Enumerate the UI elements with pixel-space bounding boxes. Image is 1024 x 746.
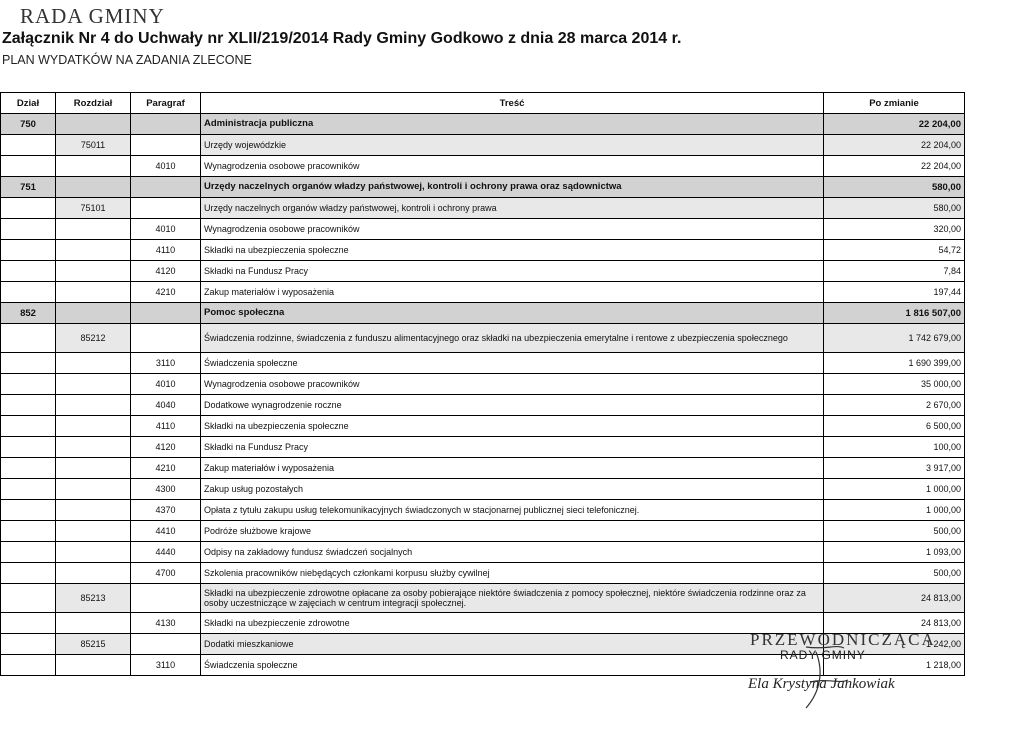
cell-dzial: 751 (1, 177, 56, 198)
cell-paragraf: 4700 (131, 563, 201, 584)
cell-dzial (1, 198, 56, 219)
cell-rozdzial (56, 416, 131, 437)
cell-paragraf: 4010 (131, 156, 201, 177)
cell-tresc: Administracja publiczna (201, 114, 824, 135)
cell-paragraf: 4130 (131, 613, 201, 634)
table-row (1, 303, 965, 324)
cell-tresc: Zakup materiałów i wyposażenia (201, 458, 824, 479)
cell-rozdzial (56, 563, 131, 584)
col-header-paragraf: Paragraf (131, 93, 201, 114)
cell-rozdzial (56, 479, 131, 500)
cell-rozdzial (56, 219, 131, 240)
table-row (1, 479, 965, 500)
cell-tresc: Pomoc społeczna (201, 303, 824, 324)
table-row (1, 114, 965, 135)
table-row (1, 282, 965, 303)
cell-tresc: Urzędy wojewódzkie (201, 135, 824, 156)
cell-kwota: 580,00 (824, 198, 965, 219)
table-row (1, 240, 965, 261)
cell-rozdzial (56, 655, 131, 676)
cell-paragraf (131, 584, 201, 613)
cell-dzial (1, 655, 56, 676)
cell-paragraf: 3110 (131, 655, 201, 676)
cell-rozdzial (56, 240, 131, 261)
cell-tresc: Składki na ubezpieczenie zdrowotne opłacane za osoby pobierające niektóre świadczenia z pomocy społecznej, niektóre świadczenia rodzinne oraz za osoby uczestniczące w zajęciach w centrum integracji społecznej. (201, 584, 824, 613)
cell-paragraf: 4410 (131, 521, 201, 542)
cell-rozdzial: 85212 (56, 324, 131, 353)
cell-tresc: Dodatkowe wynagrodzenie roczne (201, 395, 824, 416)
cell-kwota: 24 813,00 (824, 584, 965, 613)
table-row (1, 437, 965, 458)
cell-paragraf: 4210 (131, 282, 201, 303)
cell-kwota: 54,72 (824, 240, 965, 261)
cell-kwota: 580,00 (824, 177, 965, 198)
cell-paragraf: 3110 (131, 353, 201, 374)
cell-tresc: Urzędy naczelnych organów władzy państwowej, kontroli i ochrony prawa oraz sądownictwa (201, 177, 824, 198)
cell-rozdzial (56, 177, 131, 198)
cell-rozdzial (56, 437, 131, 458)
table-body (1, 114, 965, 676)
cell-paragraf: 4370 (131, 500, 201, 521)
cell-tresc: Dodatki mieszkaniowe (201, 634, 824, 655)
cell-paragraf: 4440 (131, 542, 201, 563)
cell-kwota: 3 917,00 (824, 458, 965, 479)
table-row (1, 458, 965, 479)
table-row (1, 135, 965, 156)
cell-dzial: 750 (1, 114, 56, 135)
cell-dzial (1, 584, 56, 613)
cell-kwota: 35 000,00 (824, 374, 965, 395)
cell-rozdzial: 75011 (56, 135, 131, 156)
cell-kwota: 500,00 (824, 563, 965, 584)
signature-subtitle: RADY GMINY (780, 648, 866, 662)
cell-tresc: Wynagrodzenia osobowe pracowników (201, 156, 824, 177)
signature-name: Ela Krystyna Jankowiak (748, 676, 895, 692)
cell-rozdzial (56, 353, 131, 374)
col-header-dzial: Dział (1, 93, 56, 114)
cell-dzial (1, 135, 56, 156)
cell-tresc: Składki na Fundusz Pracy (201, 261, 824, 282)
cell-dzial (1, 563, 56, 584)
cell-dzial (1, 437, 56, 458)
table-row (1, 177, 965, 198)
cell-tresc: Szkolenia pracowników niebędących członkami korpusu służby cywilnej (201, 563, 824, 584)
cell-paragraf: 4040 (131, 395, 201, 416)
cell-rozdzial: 85213 (56, 584, 131, 613)
cell-dzial (1, 219, 56, 240)
cell-kwota: 1 000,00 (824, 479, 965, 500)
page-subtitle: PLAN WYDATKÓW NA ZADANIA ZLECONE (2, 53, 252, 67)
cell-dzial (1, 613, 56, 634)
table-row (1, 324, 965, 353)
cell-tresc: Świadczenia rodzinne, świadczenia z funduszu alimentacyjnego oraz składki na ubezpieczenia emerytalne i rentowe z ubezpieczenia społecznego (201, 324, 824, 353)
table-header (1, 93, 965, 114)
col-header-rozdzial: Rozdział (56, 93, 131, 114)
cell-paragraf: 4210 (131, 458, 201, 479)
cell-dzial (1, 240, 56, 261)
cell-kwota: 6 500,00 (824, 416, 965, 437)
cell-rozdzial (56, 613, 131, 634)
cell-paragraf: 4010 (131, 219, 201, 240)
cell-kwota: 1 093,00 (824, 542, 965, 563)
table-row (1, 500, 965, 521)
cell-paragraf (131, 303, 201, 324)
cell-tresc: Opłata z tytułu zakupu usług telekomunikacyjnych świadczonych w stacjonarnej publicznej sieci telefonicznej. (201, 500, 824, 521)
col-header-tresc: Treść (201, 93, 824, 114)
table-row (1, 374, 965, 395)
cell-kwota: 22 204,00 (824, 114, 965, 135)
cell-paragraf (131, 177, 201, 198)
cell-rozdzial: 75101 (56, 198, 131, 219)
cell-rozdzial (56, 542, 131, 563)
cell-kwota: 1 816 507,00 (824, 303, 965, 324)
table-row (1, 156, 965, 177)
cell-dzial (1, 261, 56, 282)
cell-rozdzial (56, 500, 131, 521)
cell-paragraf (131, 634, 201, 655)
cell-paragraf: 4120 (131, 437, 201, 458)
table-row (1, 584, 965, 613)
table-row (1, 563, 965, 584)
cell-kwota: 7,84 (824, 261, 965, 282)
cell-tresc: Składki na ubezpieczenia społeczne (201, 416, 824, 437)
cell-dzial (1, 324, 56, 353)
cell-kwota: 197,44 (824, 282, 965, 303)
cell-rozdzial (56, 395, 131, 416)
cell-kwota: 1 242,00 (824, 634, 965, 655)
cell-tresc: Urzędy naczelnych organów władzy państwowej, kontroli i ochrony prawa (201, 198, 824, 219)
cell-tresc: Podróże służbowe krajowe (201, 521, 824, 542)
cell-dzial: 852 (1, 303, 56, 324)
table-row (1, 395, 965, 416)
cell-paragraf: 4300 (131, 479, 201, 500)
table-row (1, 416, 965, 437)
cell-rozdzial (56, 374, 131, 395)
cell-dzial (1, 458, 56, 479)
cell-kwota: 1 218,00 (824, 655, 965, 676)
col-header-kwota: Po zmianie (824, 93, 965, 114)
cell-rozdzial (56, 156, 131, 177)
cell-dzial (1, 521, 56, 542)
cell-dzial (1, 634, 56, 655)
table-row (1, 542, 965, 563)
cell-dzial (1, 500, 56, 521)
cell-rozdzial (56, 303, 131, 324)
cell-rozdzial (56, 282, 131, 303)
cell-tresc: Zakup materiałów i wyposażenia (201, 282, 824, 303)
table-row (1, 353, 965, 374)
cell-paragraf: 4110 (131, 240, 201, 261)
cell-dzial (1, 156, 56, 177)
cell-dzial (1, 353, 56, 374)
signature-stamp (740, 628, 1010, 738)
cell-tresc: Świadczenia społeczne (201, 353, 824, 374)
cell-kwota: 320,00 (824, 219, 965, 240)
cell-tresc: Składki na ubezpieczenia społeczne (201, 240, 824, 261)
cell-tresc: Wynagrodzenia osobowe pracowników (201, 219, 824, 240)
cell-paragraf (131, 198, 201, 219)
cell-rozdzial (56, 521, 131, 542)
cell-dzial (1, 416, 56, 437)
cell-tresc: Świadczenia społeczne (201, 655, 824, 676)
page-title: Załącznik Nr 4 do Uchwały nr XLII/219/2014 Rady Gminy Godkowo z dnia 28 marca 2014 r. (2, 30, 682, 47)
cell-kwota: 1 690 399,00 (824, 353, 965, 374)
cell-dzial (1, 282, 56, 303)
cell-kwota: 24 813,00 (824, 613, 965, 634)
cell-kwota: 100,00 (824, 437, 965, 458)
cell-dzial (1, 542, 56, 563)
cell-rozdzial (56, 458, 131, 479)
signature-title: PRZEWODNICZĄCA (750, 630, 936, 649)
cell-tresc: Składki na Fundusz Pracy (201, 437, 824, 458)
cell-rozdzial (56, 114, 131, 135)
table-row (1, 198, 965, 219)
cell-tresc: Odpisy na zakładowy fundusz świadczeń socjalnych (201, 542, 824, 563)
cell-dzial (1, 395, 56, 416)
cell-rozdzial: 85215 (56, 634, 131, 655)
cell-dzial (1, 374, 56, 395)
table-row (1, 219, 965, 240)
cell-paragraf: 4010 (131, 374, 201, 395)
cell-tresc: Wynagrodzenia osobowe pracowników (201, 374, 824, 395)
cell-kwota: 22 204,00 (824, 156, 965, 177)
cell-kwota: 2 670,00 (824, 395, 965, 416)
cell-paragraf: 4120 (131, 261, 201, 282)
cell-paragraf: 4110 (131, 416, 201, 437)
budget-table (0, 92, 965, 676)
cell-kwota: 1 742 679,00 (824, 324, 965, 353)
cell-kwota: 500,00 (824, 521, 965, 542)
cell-kwota: 1 000,00 (824, 500, 965, 521)
cell-rozdzial (56, 261, 131, 282)
table-row (1, 521, 965, 542)
cell-tresc: Zakup usług pozostałych (201, 479, 824, 500)
cell-paragraf (131, 114, 201, 135)
table-row (1, 261, 965, 282)
cell-paragraf (131, 135, 201, 156)
cell-tresc: Składki na ubezpieczenie zdrowotne (201, 613, 824, 634)
cell-dzial (1, 479, 56, 500)
cell-paragraf (131, 324, 201, 353)
header-stamp: RADA GMINY (20, 4, 165, 28)
cell-kwota: 22 204,00 (824, 135, 965, 156)
